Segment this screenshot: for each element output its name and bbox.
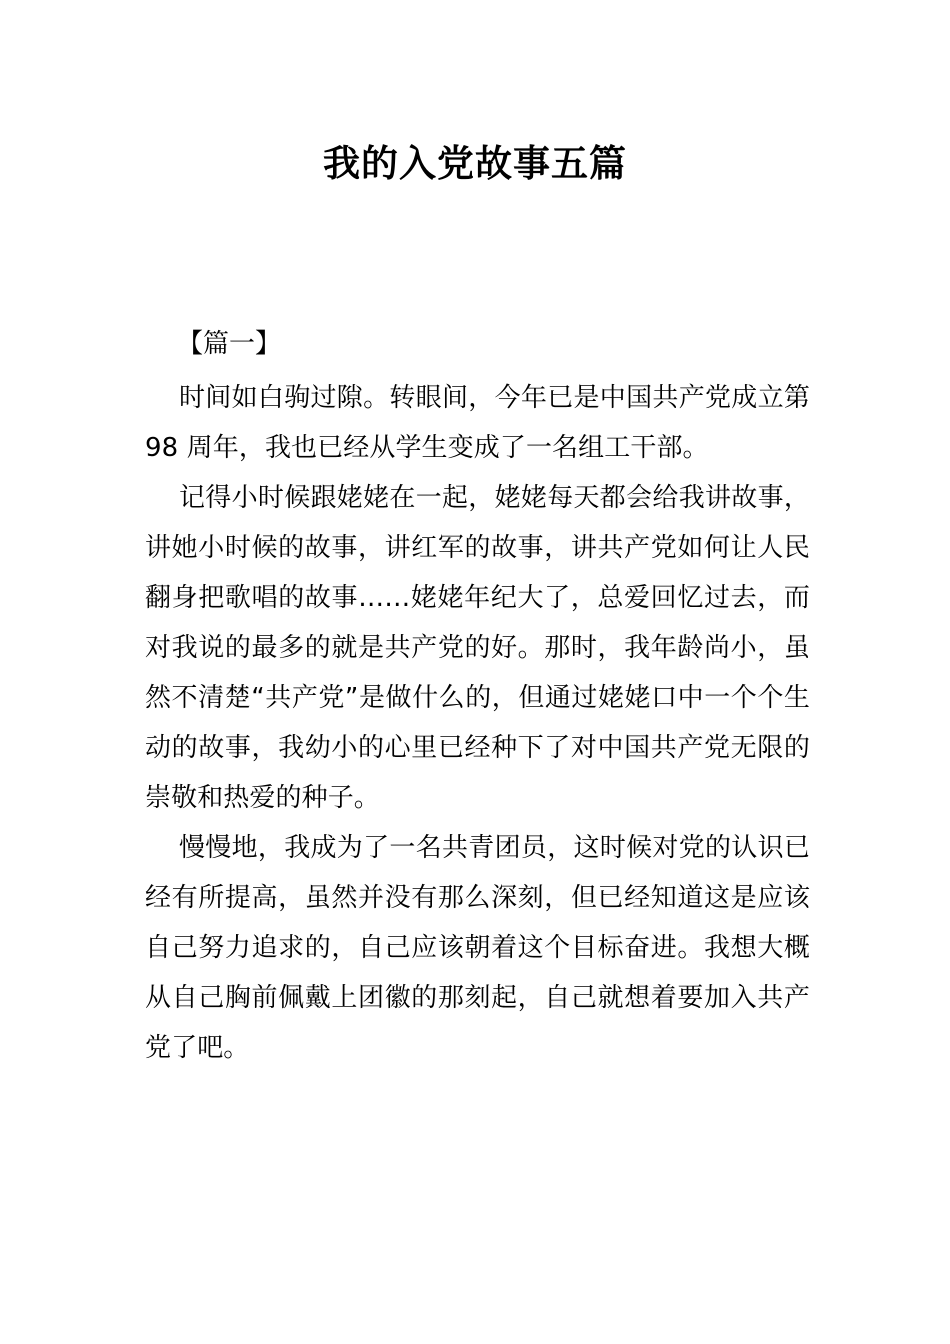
paragraph-1: 时间如白驹过隙。转眼间，今年已是中国共产党成立第 98 周年，我也已经从学生变成了一名组工干部。 bbox=[145, 383, 810, 463]
paragraph-2: 记得小时候跟姥姥在一起，姥姥每天都会给我讲故事，讲她小时候的故事，讲红军的故事，讲共产党如何让人民翻身把歌唱的故事……姥姥年纪大了，总爱回忆过去，而对我说的最多的就是共产党的好。那时，我年龄尚小，虽然不清楚“共产党”是做什么的，但通过姥姥口中一个个生动的故事，我幼小的心里已经种下了对中国共产党无限的崇敬和热爱的种子。 bbox=[145, 483, 810, 813]
paragraph-3: 慢慢地，我成为了一名共青团员，这时候对党的认识已经有所提高，虽然并没有那么深刻，但已经知道这是应该自己努力追求的，自己应该朝着这个目标奋进。我想大概从自己胸前佩戴上团徽的那刻起，自己就想着要加入共产党了吧。 bbox=[145, 833, 810, 1063]
section-heading: 【篇一】 bbox=[177, 329, 282, 359]
document-body bbox=[145, 321, 810, 1073]
document-title: 我的入党故事五篇 bbox=[323, 142, 627, 185]
